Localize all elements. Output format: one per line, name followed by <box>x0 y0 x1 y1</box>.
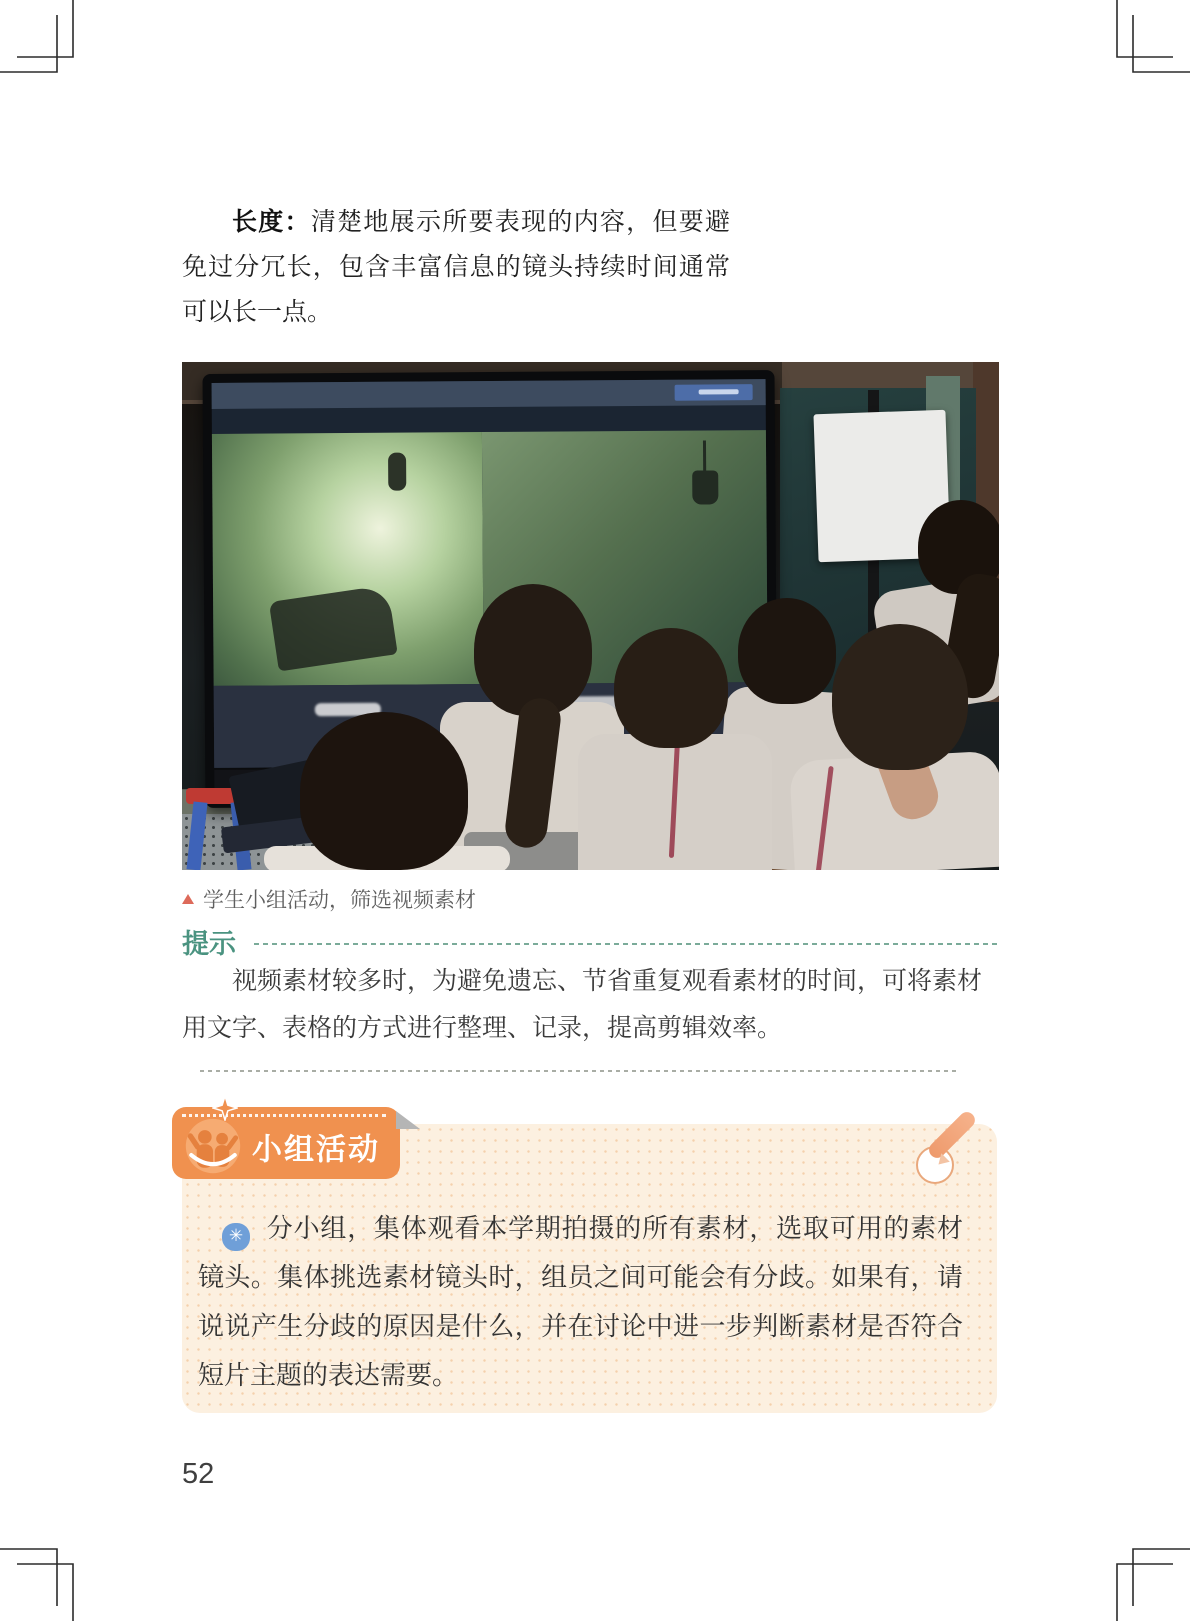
photo-shirt-trim <box>669 738 680 858</box>
photo-caption-text: 学生小组活动，筛选视频素材 <box>203 889 476 912</box>
intro-term: 长度： <box>232 209 311 236</box>
photo-lantern <box>692 470 718 504</box>
page-number: 52 <box>182 1458 215 1490</box>
activity-body-text: 分小组，集体观看本学期拍摄的所有素材，选取可用的素材镜头。集体挑选素材镜头时，组员之间可能会有分歧。如果有，请说说产生分歧的原因是什么，并在讨论中进一步判断素材是否符合短片主题的表达需要。 <box>198 1214 963 1390</box>
activity-tab-label: 小组活动 <box>252 1133 380 1167</box>
activity-body <box>198 1204 963 1400</box>
photo-students-watching-tv <box>182 362 999 870</box>
photo-student-boy3-head <box>300 712 468 870</box>
tip-body: 视频素材较多时，为避免遗忘、节省重复观看素材的时间，可将素材用文字、表格的方式进行整理、记录，提高剪辑效率。 <box>182 968 983 1042</box>
photo-student-boy-body <box>578 734 772 870</box>
photo-caption <box>182 884 476 914</box>
photo-video-person <box>388 453 406 491</box>
photo-video-clip-left <box>212 432 484 686</box>
tip-title: 提示 <box>182 929 236 959</box>
photo-student-girl2-head <box>738 598 836 704</box>
group-activity-tab <box>172 1107 400 1179</box>
photo-student-girl-head <box>474 584 592 716</box>
group-people-icon <box>184 1117 242 1175</box>
crop-mark-icon <box>0 1541 80 1621</box>
photo-lantern-pole <box>703 440 706 472</box>
photo-stool-leg <box>186 801 207 870</box>
photo-student-boy-head <box>614 628 728 748</box>
intro-text: 清楚地展示所要表现的内容，但要避免过分冗长，包含丰富信息的镜头持续时间通常可以长一点。 <box>182 209 730 326</box>
snowflake-asterisk-icon: ✳ <box>222 1223 250 1251</box>
photo-camera-silhouette <box>269 585 398 672</box>
photo-shirt-trim <box>816 766 834 870</box>
crop-mark-icon <box>1110 0 1190 80</box>
crop-mark-icon <box>1110 1541 1190 1621</box>
pencil-icon <box>916 1112 996 1198</box>
intro-paragraph <box>182 200 730 335</box>
tip-dashed-rule <box>254 943 1000 945</box>
pencil-rod <box>926 1109 978 1161</box>
tip-header <box>182 922 1000 961</box>
tip-bottom-dashed-rule <box>200 1070 958 1072</box>
sparkle-icon <box>212 1095 238 1121</box>
triangle-up-icon <box>182 894 194 904</box>
photo-tv-menu-text <box>699 389 739 394</box>
fold-corner-icon <box>396 1111 420 1129</box>
crop-mark-icon <box>0 0 80 80</box>
photo-student-boy2-head <box>832 624 968 770</box>
